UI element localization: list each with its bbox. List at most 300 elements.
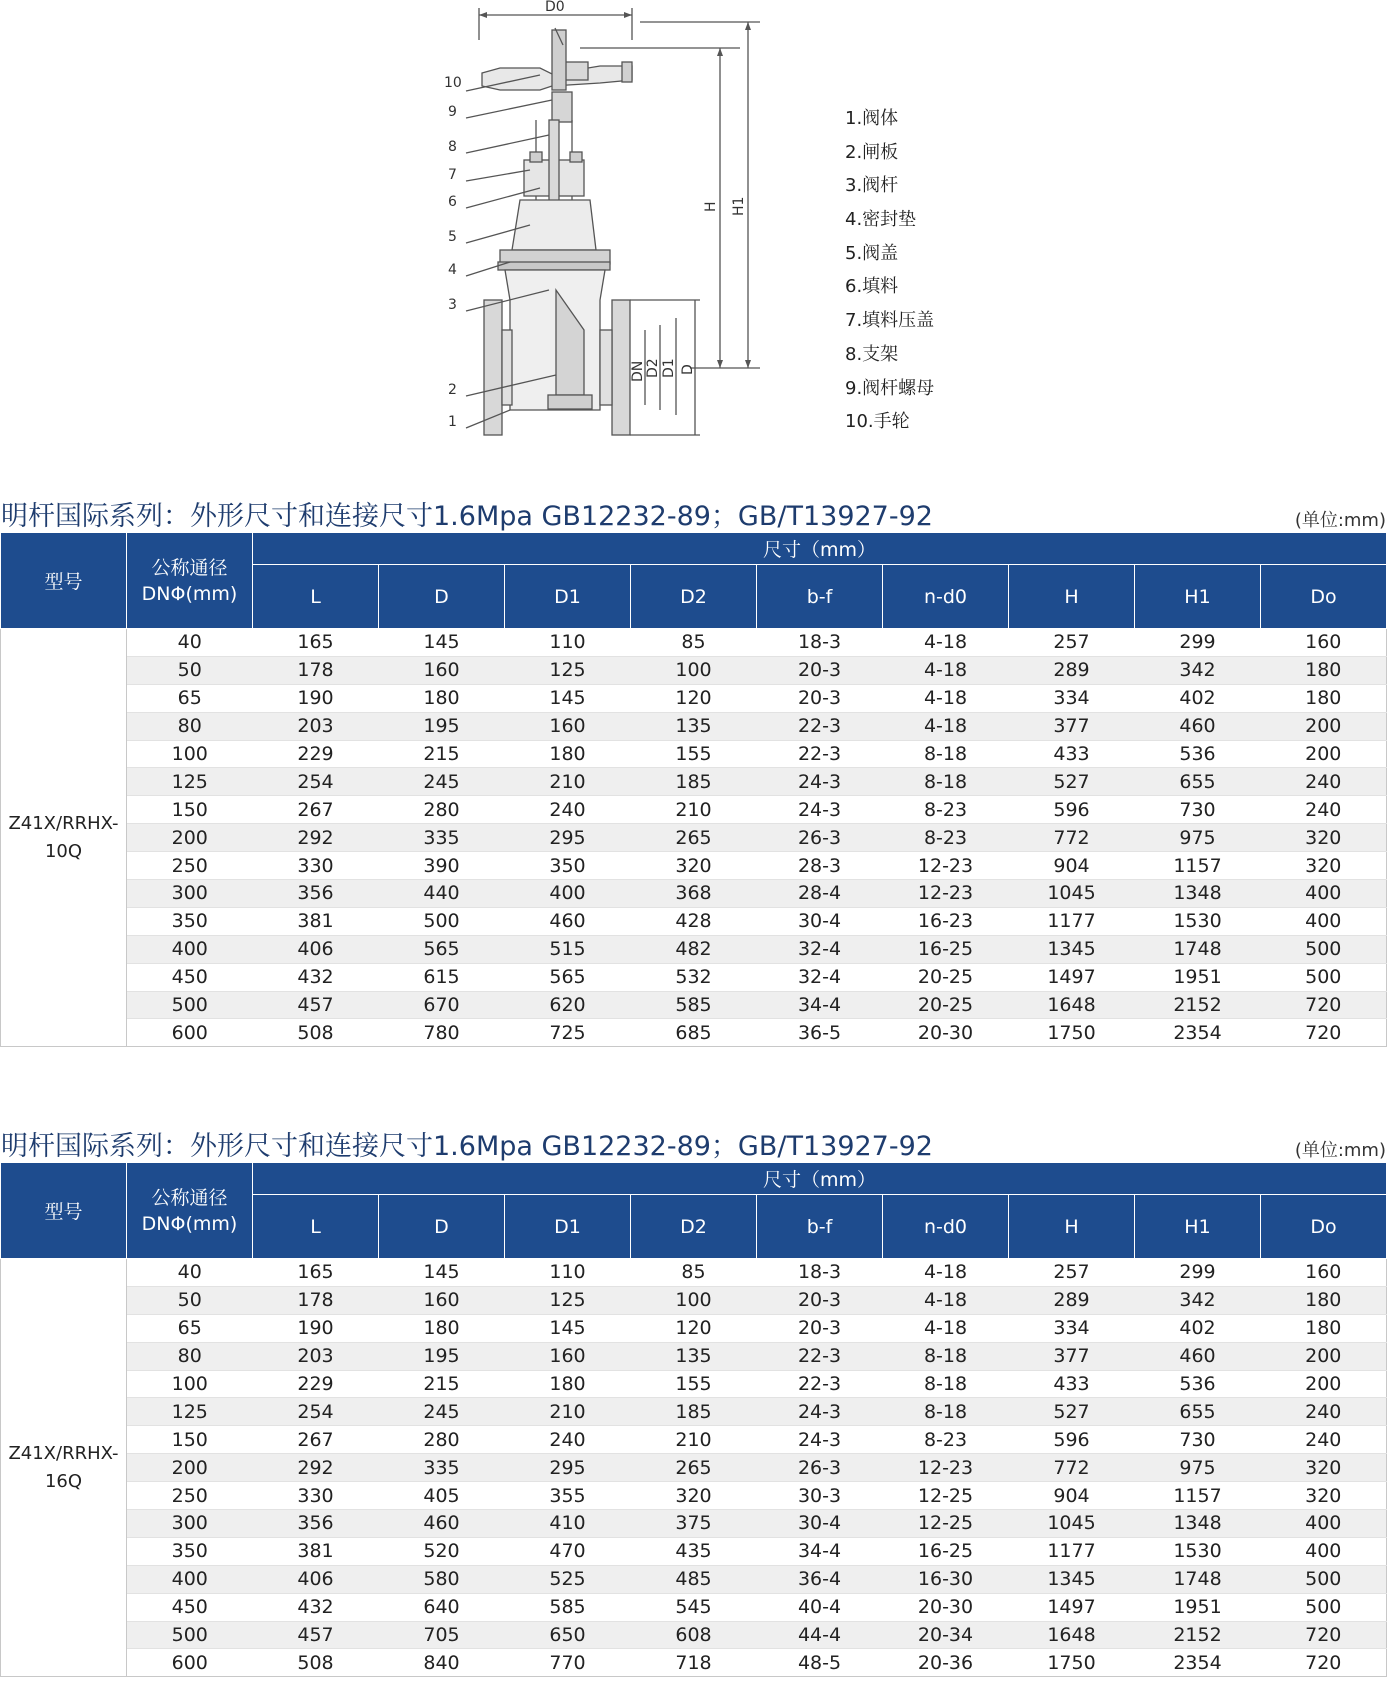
dn-cell: 350 [127,907,253,935]
header-col: L [253,1195,379,1259]
table-row [1,1342,1387,1370]
model-cell [1,629,127,1047]
table-cell: 30-3 [757,1482,883,1510]
dn-cell: 125 [127,1398,253,1426]
table-cell: 400 [1261,1510,1387,1538]
table-cell: 28-3 [757,852,883,880]
table-cell: 210 [631,796,757,824]
header-col: b-f [757,565,883,629]
table-cell: 36-4 [757,1565,883,1593]
table-cell: 200 [1261,712,1387,740]
table-cell: 705 [379,1621,505,1649]
table-cell: 400 [1261,880,1387,908]
table-cell: 12-25 [883,1510,1009,1538]
table-cell: 1648 [1009,1621,1135,1649]
spec-body [1,629,1387,1047]
table-cell: 485 [631,1565,757,1593]
table-cell: 229 [253,1370,379,1398]
table-cell: 1348 [1135,880,1261,908]
table-cell: 240 [505,1426,631,1454]
part-item: 10.手轮 [845,411,910,433]
table-cell: 26-3 [757,824,883,852]
table-cell: 289 [1009,656,1135,684]
table-cell: 8-18 [883,740,1009,768]
table-cell: 18-3 [757,629,883,657]
table-cell: 460 [1135,712,1261,740]
table-cell: 4-18 [883,656,1009,684]
header-col: H1 [1135,565,1261,629]
table-cell: 390 [379,852,505,880]
table-cell: 428 [631,907,757,935]
table-cell: 155 [631,1370,757,1398]
table-cell: 536 [1135,1370,1261,1398]
table-cell: 2152 [1135,991,1261,1019]
table-cell: 20-3 [757,1286,883,1314]
parts-list [845,102,934,439]
table-row [1,852,1387,880]
table-cell: 100 [631,656,757,684]
table-cell: 160 [1261,1259,1387,1287]
header-col: Do [1261,565,1387,629]
table-cell: 22-3 [757,1342,883,1370]
table-cell: 135 [631,1342,757,1370]
callout-10: 10 [444,75,462,91]
diagram-dim-h1: H1 [731,196,747,216]
table-cell: 145 [505,1314,631,1342]
table-cell: 1750 [1009,1019,1135,1047]
table-cell: 1345 [1009,1565,1135,1593]
header-dn-line1: 公称通径 [151,556,228,579]
table-cell: 500 [1261,935,1387,963]
table-row [1,935,1387,963]
table-cell: 536 [1135,740,1261,768]
table-cell: 254 [253,768,379,796]
table-cell: 525 [505,1565,631,1593]
callout-9: 9 [448,104,457,120]
part-item: 2.闸板 [845,141,899,163]
table-cell: 8-23 [883,1426,1009,1454]
table-cell: 245 [379,1398,505,1426]
table-cell: 640 [379,1593,505,1621]
table-row [1,1370,1387,1398]
callout-4: 4 [448,262,457,278]
table-cell: 267 [253,796,379,824]
model-name-line: Z41X/RRHX- [8,1442,119,1464]
table-cell: 85 [631,629,757,657]
diagram-dim-d: D [680,364,696,375]
table-cell: 730 [1135,796,1261,824]
table-row [1,1482,1387,1510]
dn-cell: 80 [127,712,253,740]
gate-valve-diagram [440,0,780,445]
table-cell: 330 [253,852,379,880]
dn-cell: 300 [127,1510,253,1538]
table-cell: 670 [379,991,505,1019]
table-cell: 18-3 [757,1259,883,1287]
diagram-dim-d0: D0 [545,0,565,15]
table-row [1,656,1387,684]
table-cell: 34-4 [757,1537,883,1565]
table-cell: 210 [505,768,631,796]
table-cell: 180 [1261,1286,1387,1314]
table-row [1,740,1387,768]
table-cell: 975 [1135,1454,1261,1482]
table-cell: 20-25 [883,963,1009,991]
dn-cell: 40 [127,1259,253,1287]
table-cell: 377 [1009,1342,1135,1370]
table-cell: 280 [379,796,505,824]
table-cell: 460 [505,907,631,935]
unit-label: (单位:mm) [1294,510,1386,531]
spec-body [1,1259,1387,1677]
table-cell: 22-3 [757,712,883,740]
dn-cell: 250 [127,852,253,880]
table-cell: 1177 [1009,1537,1135,1565]
table-cell: 1497 [1009,963,1135,991]
part-item: 8.支架 [845,343,899,365]
table-cell: 20-3 [757,656,883,684]
table-cell: 904 [1009,1482,1135,1510]
table-cell: 356 [253,1510,379,1538]
table-cell: 770 [505,1649,631,1677]
table-row [1,1510,1387,1538]
table-cell: 596 [1009,1426,1135,1454]
table-cell: 350 [505,852,631,880]
table-cell: 1750 [1009,1649,1135,1677]
callout-5: 5 [448,229,457,245]
table-cell: 515 [505,935,631,963]
table-cell: 720 [1261,1649,1387,1677]
table-cell: 254 [253,1398,379,1426]
table-cell: 125 [505,1286,631,1314]
table-cell: 1345 [1009,935,1135,963]
table-cell: 195 [379,712,505,740]
table-cell: 265 [631,824,757,852]
table-cell: 203 [253,712,379,740]
table-cell: 120 [631,684,757,712]
table-cell: 22-3 [757,740,883,768]
dn-cell: 400 [127,1565,253,1593]
header-col: b-f [757,1195,883,1259]
table-cell: 16-25 [883,935,1009,963]
table-cell: 975 [1135,824,1261,852]
table-cell: 4-18 [883,684,1009,712]
table-cell: 334 [1009,1314,1135,1342]
dn-cell: 200 [127,1454,253,1482]
table-cell: 185 [631,1398,757,1426]
table-cell: 433 [1009,1370,1135,1398]
table-cell: 402 [1135,684,1261,712]
table-row [1,684,1387,712]
table-cell: 400 [1261,1537,1387,1565]
table-cell: 160 [505,712,631,740]
table-cell: 608 [631,1621,757,1649]
table-cell: 402 [1135,1314,1261,1342]
table-cell: 1951 [1135,1593,1261,1621]
table-cell: 320 [631,1482,757,1510]
table-cell: 240 [1261,1426,1387,1454]
table-cell: 580 [379,1565,505,1593]
table-cell: 295 [505,1454,631,1482]
dn-cell: 65 [127,1314,253,1342]
table-cell: 904 [1009,852,1135,880]
table-cell: 180 [1261,684,1387,712]
dn-cell: 450 [127,1593,253,1621]
table-cell: 180 [1261,1314,1387,1342]
table-cell: 335 [379,824,505,852]
table-cell: 200 [1261,1370,1387,1398]
table-cell: 200 [1261,740,1387,768]
table-cell: 381 [253,1537,379,1565]
spec-table-16q [0,1162,1387,1677]
header-col: L [253,565,379,629]
table-cell: 4-18 [883,629,1009,657]
table-cell: 520 [379,1537,505,1565]
table-cell: 457 [253,1621,379,1649]
table-cell: 32-4 [757,963,883,991]
header-col: D2 [631,1195,757,1259]
model-name-line: 10Q [44,840,83,862]
table-cell: 12-23 [883,852,1009,880]
table-cell: 190 [253,1314,379,1342]
table-cell: 2152 [1135,1621,1261,1649]
table-cell: 730 [1135,1426,1261,1454]
diagram-dim-h: H [703,201,719,212]
table-cell: 1530 [1135,1537,1261,1565]
table-cell: 334 [1009,684,1135,712]
table-cell: 1045 [1009,880,1135,908]
table-cell: 40-4 [757,1593,883,1621]
table-cell: 1951 [1135,963,1261,991]
table-cell: 4-18 [883,1314,1009,1342]
diagram-dim-d1: D1 [661,358,677,378]
table-cell: 185 [631,768,757,796]
header-dn-line2: DNΦ(mm) [141,1212,238,1235]
table-row [1,1454,1387,1482]
table-cell: 12-23 [883,880,1009,908]
table-cell: 8-23 [883,824,1009,852]
table-cell: 1348 [1135,1510,1261,1538]
table-cell: 400 [1261,907,1387,935]
dn-cell: 500 [127,1621,253,1649]
table-cell: 180 [379,1314,505,1342]
table-cell: 165 [253,1259,379,1287]
table-row [1,991,1387,1019]
table-row [1,1537,1387,1565]
table-cell: 342 [1135,1286,1261,1314]
table-cell: 4-18 [883,1259,1009,1287]
table-cell: 772 [1009,1454,1135,1482]
part-item: 6.填料 [845,276,899,298]
dn-cell: 80 [127,1342,253,1370]
table-cell: 20-30 [883,1019,1009,1047]
table-cell: 257 [1009,629,1135,657]
table-cell: 440 [379,880,505,908]
table-row [1,712,1387,740]
model-name-line: Z41X/RRHX- [8,812,119,834]
table-cell: 720 [1261,991,1387,1019]
callout-1: 1 [448,414,457,430]
table-row [1,1259,1387,1287]
table-cell: 229 [253,740,379,768]
dn-cell: 500 [127,991,253,1019]
diagram-dim-d2: D2 [645,358,661,378]
table-row [1,1426,1387,1454]
part-item: 9.阀杆螺母 [845,377,935,399]
table-cell: 20-34 [883,1621,1009,1649]
table-cell: 457 [253,991,379,1019]
table-cell: 165 [253,629,379,657]
table-cell: 180 [505,1370,631,1398]
dn-cell: 50 [127,1286,253,1314]
table-cell: 435 [631,1537,757,1565]
table-cell: 342 [1135,656,1261,684]
header-col: D2 [631,565,757,629]
table-cell: 508 [253,1649,379,1677]
table-cell: 178 [253,656,379,684]
table-cell: 240 [1261,768,1387,796]
part-item: 3.阀杆 [845,175,899,197]
table-cell: 508 [253,1019,379,1047]
table-cell: 12-25 [883,1482,1009,1510]
table-cell: 406 [253,1565,379,1593]
table-cell: 650 [505,1621,631,1649]
table-cell: 22-3 [757,1370,883,1398]
table-cell: 240 [1261,796,1387,824]
table-cell: 8-18 [883,1342,1009,1370]
table-cell: 20-30 [883,1593,1009,1621]
dn-cell: 100 [127,1370,253,1398]
table-cell: 178 [253,1286,379,1314]
table-cell: 655 [1135,768,1261,796]
header-col: H [1009,565,1135,629]
callout-6: 6 [448,194,457,210]
table-cell: 8-18 [883,1370,1009,1398]
header-dn-line1: 公称通径 [151,1186,228,1209]
header-col: D1 [505,1195,631,1259]
table-cell: 215 [379,740,505,768]
table-cell: 240 [505,796,631,824]
table-cell: 16-25 [883,1537,1009,1565]
table-cell: 405 [379,1482,505,1510]
table-cell: 292 [253,824,379,852]
table-cell: 36-5 [757,1019,883,1047]
table-cell: 1045 [1009,1510,1135,1538]
table-cell: 500 [379,907,505,935]
table-cell: 20-3 [757,684,883,712]
table-cell: 433 [1009,740,1135,768]
table-cell: 381 [253,907,379,935]
table-cell: 289 [1009,1286,1135,1314]
header-col: H [1009,1195,1135,1259]
table-cell: 432 [253,963,379,991]
table-cell: 840 [379,1649,505,1677]
table-cell: 180 [1261,656,1387,684]
part-item: 5.阀盖 [845,242,899,264]
table-cell: 110 [505,1259,631,1287]
table-cell: 527 [1009,768,1135,796]
table-cell: 8-18 [883,768,1009,796]
header-col: H1 [1135,1195,1261,1259]
table-cell: 335 [379,1454,505,1482]
dn-cell: 400 [127,935,253,963]
table-cell: 1748 [1135,1565,1261,1593]
table-cell: 1648 [1009,991,1135,1019]
table-cell: 330 [253,1482,379,1510]
table-row [1,1593,1387,1621]
table-cell: 145 [505,684,631,712]
table-row [1,963,1387,991]
table-row [1,1565,1387,1593]
table-cell: 2354 [1135,1649,1261,1677]
section-title: 明杆国际系列：外形尺寸和连接尺寸1.6Mpa GB12232-89；GB/T13927-92 [1,1131,933,1162]
table-cell: 8-23 [883,796,1009,824]
table-cell: 685 [631,1019,757,1047]
table-cell: 615 [379,963,505,991]
table-row [1,880,1387,908]
table-cell: 267 [253,1426,379,1454]
diagram-dim-dn: DN [630,360,646,382]
table-cell: 12-23 [883,1454,1009,1482]
table-cell: 375 [631,1510,757,1538]
table-cell: 44-4 [757,1621,883,1649]
table-cell: 299 [1135,629,1261,657]
table-row [1,1019,1387,1047]
dn-cell: 65 [127,684,253,712]
table-cell: 368 [631,880,757,908]
table-cell: 28-4 [757,880,883,908]
part-item: 4.密封垫 [845,209,917,231]
table-cell: 2354 [1135,1019,1261,1047]
table-cell: 500 [1261,963,1387,991]
table-row [1,768,1387,796]
table-cell: 215 [379,1370,505,1398]
spec-table-10q [0,532,1387,1047]
table-cell: 195 [379,1342,505,1370]
table-cell: 34-4 [757,991,883,1019]
header-col: n-d0 [883,565,1009,629]
table-cell: 320 [1261,824,1387,852]
table-cell: 1497 [1009,1593,1135,1621]
dn-cell: 250 [127,1482,253,1510]
table-cell: 320 [1261,1454,1387,1482]
table-row [1,907,1387,935]
dn-cell: 150 [127,796,253,824]
table-cell: 780 [379,1019,505,1047]
table-cell: 8-18 [883,1398,1009,1426]
table-cell: 16-30 [883,1565,1009,1593]
dn-cell: 450 [127,963,253,991]
table-cell: 377 [1009,712,1135,740]
callout-7: 7 [448,167,457,183]
table-row [1,1649,1387,1677]
table-cell: 16-23 [883,907,1009,935]
table-cell: 160 [379,1286,505,1314]
dn-cell: 40 [127,629,253,657]
table-cell: 620 [505,991,631,1019]
table-cell: 500 [1261,1593,1387,1621]
table-cell: 1530 [1135,907,1261,935]
table-cell: 585 [631,991,757,1019]
callout-3: 3 [448,297,457,313]
table-cell: 280 [379,1426,505,1454]
table-cell: 20-25 [883,991,1009,1019]
header-model: 型号 [1,533,127,629]
section-title: 明杆国际系列：外形尺寸和连接尺寸1.6Mpa GB12232-89；GB/T13927-92 [1,501,933,532]
table-cell: 203 [253,1342,379,1370]
table-cell: 110 [505,629,631,657]
header-model: 型号 [1,1163,127,1259]
